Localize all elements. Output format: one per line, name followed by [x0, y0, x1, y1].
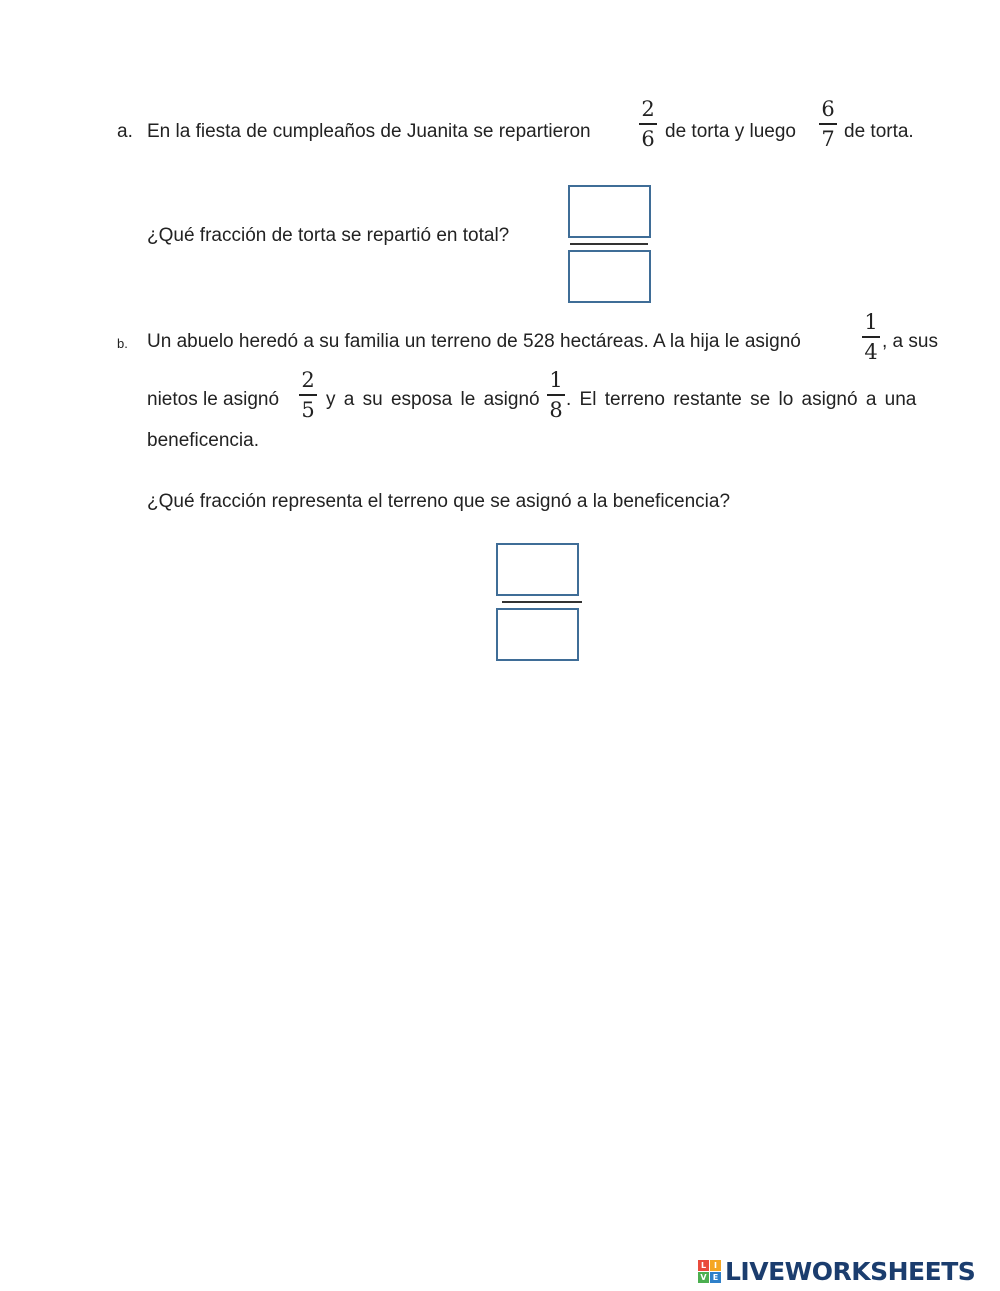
fraction-numerator: 2 [301, 368, 315, 392]
answer-a-numerator-input[interactable] [568, 185, 651, 238]
fraction-b-3 [544, 368, 568, 423]
liveworksheets-logo [698, 1257, 975, 1285]
logo-square: E [710, 1272, 721, 1283]
fraction-denominator: 4 [864, 340, 878, 364]
logo-square: V [698, 1272, 709, 1283]
answer-b-numerator-input[interactable] [496, 543, 579, 596]
question-b-line2-text-1: nietos le asignó [147, 389, 280, 410]
fraction-denominator: 6 [641, 127, 655, 151]
fraction-bar [639, 123, 657, 125]
answer-a-denominator-input[interactable] [568, 250, 651, 303]
answer-b-fraction-line [502, 601, 582, 603]
question-a-prompt: ¿Qué fracción de torta se repartió en total? [147, 225, 510, 246]
question-b-line2-text-3: . El terreno restante se lo asignó a una [566, 389, 917, 410]
fraction-numerator: 1 [549, 368, 563, 392]
question-a-text-2: de torta y luego [665, 121, 796, 142]
fraction-bar [819, 123, 837, 125]
question-b-line2-text-2: y a su esposa le asignó [326, 389, 540, 410]
question-b-marker: b. [117, 336, 128, 351]
fraction-denominator: 7 [821, 127, 835, 151]
fraction-b-1 [859, 310, 883, 365]
question-b-prompt: ¿Qué fracción representa el terreno que se asignó a la beneficencia? [147, 491, 731, 512]
question-b-line3-text: beneficencia. [147, 430, 259, 451]
fraction-numerator: 2 [641, 97, 655, 121]
question-a-text-1: En la fiesta de cumpleaños de Juanita se repartieron [147, 121, 591, 142]
fraction-numerator: 1 [864, 310, 878, 334]
fraction-bar [862, 336, 880, 338]
logo-square: L [698, 1260, 709, 1271]
question-a-marker: a. [117, 121, 133, 142]
logo-square: I [710, 1260, 721, 1271]
fraction-a-2 [816, 97, 840, 152]
fraction-denominator: 5 [301, 398, 315, 422]
question-a-text-3: de torta. [844, 121, 914, 142]
logo-text: LIVEWORKSHEETS [725, 1256, 976, 1286]
fraction-bar [547, 394, 565, 396]
fraction-a-1 [636, 97, 660, 152]
answer-a-fraction-line [570, 243, 648, 245]
fraction-b-2 [296, 368, 320, 423]
question-b-line1-end: , a sus [882, 331, 938, 352]
fraction-denominator: 8 [549, 398, 563, 422]
logo-squares-icon [698, 1260, 721, 1283]
fraction-numerator: 6 [821, 97, 835, 121]
fraction-bar [299, 394, 317, 396]
question-b-line1-text: Un abuelo heredó a su familia un terreno de 528 hectáreas. A la hija le asignó [147, 331, 801, 352]
answer-b-denominator-input[interactable] [496, 608, 579, 661]
